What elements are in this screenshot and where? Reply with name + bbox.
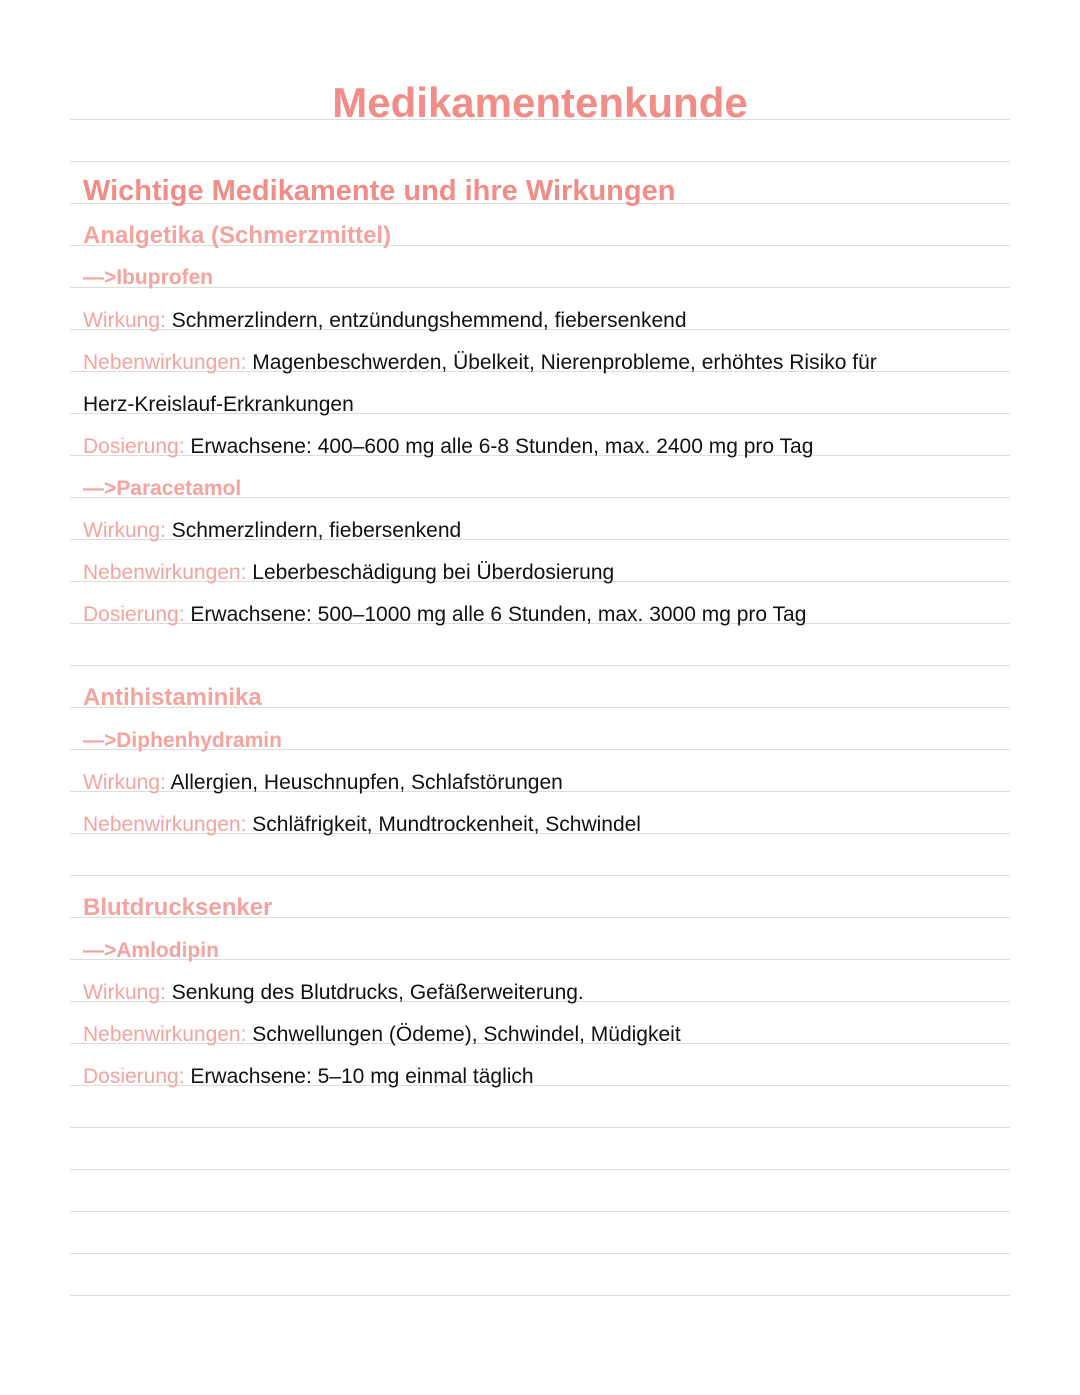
nebenwirkungen-text: Schwellungen (Ödeme), Schwindel, Müdigkeit bbox=[252, 1023, 681, 1046]
page-title: Medikamentenkunde bbox=[332, 79, 748, 126]
ruled-line bbox=[70, 161, 1010, 162]
nebenwirkungen-label: Nebenwirkungen: bbox=[83, 351, 247, 374]
dosierung-text: Erwachsene: 400–600 mg alle 6-8 Stunden, max. 2400 mg pro Tag bbox=[190, 435, 814, 458]
drug-name-amlodipin: —>Amlodipin bbox=[83, 939, 219, 962]
category-heading-analgetika: Analgetika (Schmerzmittel) bbox=[83, 222, 392, 249]
nebenwirkungen-label: Nebenwirkungen: bbox=[83, 561, 247, 584]
wirkung-label: Wirkung: bbox=[83, 309, 166, 332]
dosierung-label: Dosierung: bbox=[83, 1065, 185, 1088]
drug-name-paracetamol: —>Paracetamol bbox=[83, 477, 242, 500]
section-heading: Wichtige Medikamente und ihre Wirkungen bbox=[83, 175, 676, 207]
diphenhydramin-nebenwirkungen bbox=[83, 812, 1003, 838]
ibuprofen-wirkung bbox=[83, 308, 1003, 334]
ruled-line bbox=[70, 665, 1010, 666]
nebenwirkungen-text: Leberbeschädigung bei Überdosierung bbox=[252, 561, 615, 584]
drug-name-ibuprofen: —>Ibuprofen bbox=[83, 266, 214, 289]
wirkung-text: Schmerzlindern, entzündungshemmend, fiebersenkend bbox=[171, 309, 687, 332]
ruled-line bbox=[70, 1295, 1010, 1296]
ruled-line bbox=[70, 1253, 1010, 1254]
ruled-line bbox=[70, 1127, 1010, 1128]
amlodipin-nebenwirkungen bbox=[83, 1022, 1003, 1048]
nebenwirkungen-text: Schläfrigkeit, Mundtrockenheit, Schwindel bbox=[252, 813, 641, 836]
category-heading-blutdrucksenker: Blutdrucksenker bbox=[83, 894, 273, 921]
dosierung-label: Dosierung: bbox=[83, 603, 185, 626]
ibuprofen-nebenwirkungen-cont bbox=[83, 392, 1003, 418]
drug-name-diphenhydramin: —>Diphenhydramin bbox=[83, 729, 282, 752]
ruled-line bbox=[70, 875, 1010, 876]
ruled-line bbox=[70, 1169, 1010, 1170]
nebenwirkungen-text-cont: Herz-Kreislauf-Erkrankungen bbox=[83, 393, 354, 416]
diphenhydramin-wirkung bbox=[83, 770, 1003, 796]
dosierung-text: Erwachsene: 500–1000 mg alle 6 Stunden, max. 3000 mg pro Tag bbox=[190, 603, 807, 626]
ibuprofen-nebenwirkungen bbox=[83, 350, 1003, 376]
dosierung-label: Dosierung: bbox=[83, 435, 185, 458]
paracetamol-wirkung bbox=[83, 518, 1003, 544]
wirkung-label: Wirkung: bbox=[83, 771, 166, 794]
wirkung-label: Wirkung: bbox=[83, 519, 166, 542]
wirkung-label: Wirkung: bbox=[83, 981, 166, 1004]
wirkung-text: Schmerzlindern, fiebersenkend bbox=[171, 519, 462, 542]
ibuprofen-dosierung bbox=[83, 434, 1003, 460]
ruled-line bbox=[70, 1211, 1010, 1212]
nebenwirkungen-text: Magenbeschwerden, Übelkeit, Nierenprobleme, erhöhtes Risiko für bbox=[252, 351, 877, 374]
wirkung-text: Senkung des Blutdrucks, Gefäßerweiterung. bbox=[171, 981, 584, 1004]
paracetamol-nebenwirkungen bbox=[83, 560, 1003, 586]
wirkung-text: Allergien, Heuschnupfen, Schlafstörungen bbox=[170, 771, 563, 794]
nebenwirkungen-label: Nebenwirkungen: bbox=[83, 813, 247, 836]
amlodipin-wirkung bbox=[83, 980, 1003, 1006]
amlodipin-dosierung bbox=[83, 1064, 1003, 1090]
paracetamol-dosierung bbox=[83, 602, 1003, 628]
category-heading-antihistaminika: Antihistaminika bbox=[83, 684, 262, 711]
nebenwirkungen-label: Nebenwirkungen: bbox=[83, 1023, 247, 1046]
dosierung-text: Erwachsene: 5–10 mg einmal täglich bbox=[190, 1065, 534, 1088]
